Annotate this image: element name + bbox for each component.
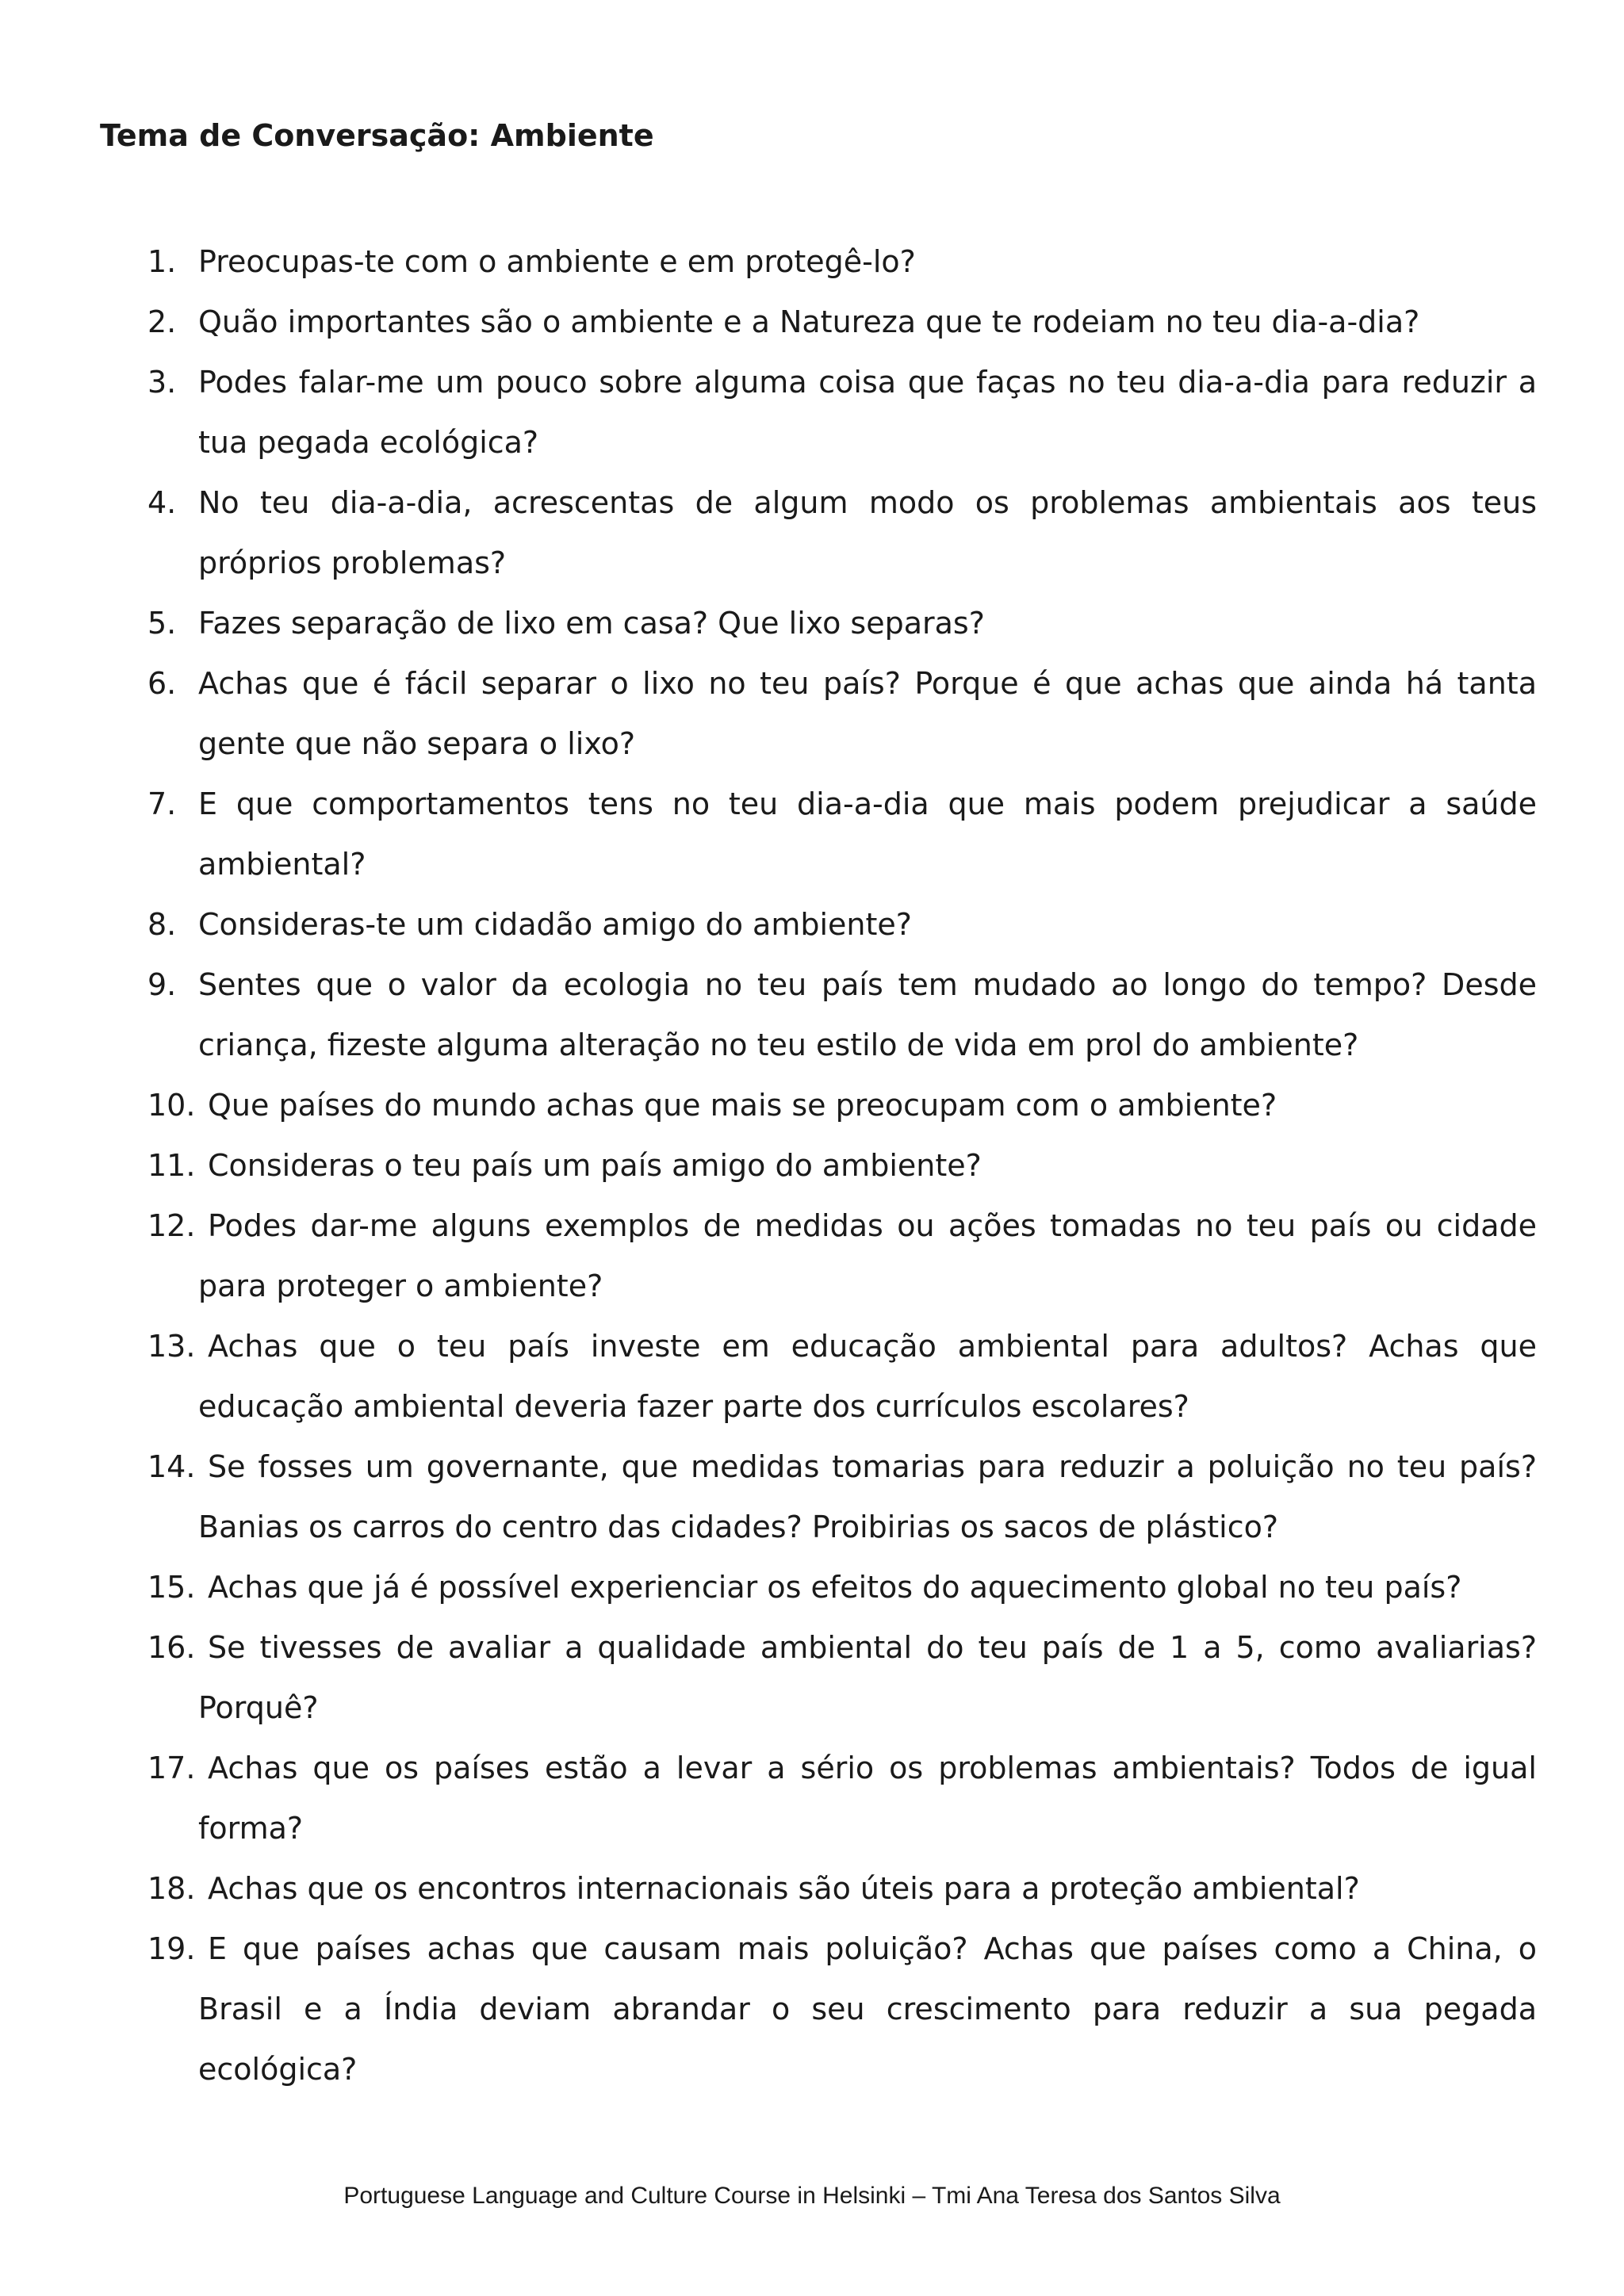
question-item	[0, 1919, 1537, 2099]
question-text: Achas que os países estão a levar a sério os problemas ambientais? Todos de igual forma?	[198, 1751, 1537, 1846]
question-number: 9.	[147, 967, 177, 1002]
question-number: 12.	[147, 1208, 196, 1243]
question-item	[0, 1858, 1537, 1919]
question-item	[0, 473, 1537, 593]
question-number: 16.	[147, 1630, 196, 1665]
page-footer: Portuguese Language and Culture Course in Helsinki – Tmi Ana Teresa dos Santos Silva	[343, 2183, 1281, 2209]
question-item	[0, 232, 1537, 292]
question-item	[0, 1437, 1537, 1557]
question-number: 10.	[147, 1088, 196, 1123]
question-text: Achas que é fácil separar o lixo no teu país? Porque é que achas que ainda há tanta gente que não separa o lixo?	[198, 666, 1537, 761]
question-text: Fazes separação de lixo em casa? Que lixo separas?	[198, 606, 985, 641]
question-number: 18.	[147, 1871, 196, 1906]
question-number: 19.	[147, 1931, 196, 1966]
question-item	[0, 653, 1537, 774]
question-text: E que comportamentos tens no teu dia-a-dia que mais podem prejudicar a saúde ambiental?	[198, 786, 1537, 882]
question-number: 4.	[147, 485, 177, 520]
question-text: Quão importantes são o ambiente e a Natureza que te rodeiam no teu dia-a-dia?	[198, 304, 1420, 339]
question-text: No teu dia-a-dia, acrescentas de algum modo os problemas ambientais aos teus próprios problemas?	[198, 485, 1537, 580]
question-item	[0, 292, 1537, 352]
question-item	[0, 1316, 1537, 1437]
question-number: 6.	[147, 666, 177, 701]
question-text: Achas que os encontros internacionais são úteis para a proteção ambiental?	[208, 1871, 1360, 1906]
question-item	[0, 1135, 1537, 1196]
question-text: Consideras o teu país um país amigo do ambiente?	[208, 1148, 982, 1183]
question-number: 17.	[147, 1751, 196, 1785]
page-title: Tema de Conversação: Ambiente	[100, 118, 654, 153]
question-text: E que países achas que causam mais poluição? Achas que países como a China, o Brasil e a Índia deviam abrandar o seu crescimento para reduzir a sua pegada ecológica?	[198, 1931, 1537, 2087]
question-item	[0, 955, 1537, 1075]
question-text: Podes falar-me um pouco sobre alguma coisa que faças no teu dia-a-dia para reduzir a tua pegada ecológica?	[198, 365, 1537, 460]
question-item	[0, 894, 1537, 955]
question-number: 15.	[147, 1570, 196, 1605]
question-number: 1.	[147, 244, 177, 279]
question-item	[0, 593, 1537, 653]
question-text: Sentes que o valor da ecologia no teu país tem mudado ao longo do tempo? Desde criança, fizeste alguma alteração no teu estilo de vida em prol do ambiente?	[198, 967, 1537, 1062]
question-number: 14.	[147, 1449, 196, 1484]
question-number: 8.	[147, 907, 177, 942]
question-list	[0, 232, 1624, 2099]
question-number: 11.	[147, 1148, 196, 1183]
question-item	[0, 1617, 1537, 1738]
question-item	[0, 1738, 1537, 1858]
question-number: 5.	[147, 606, 177, 641]
question-item	[0, 774, 1537, 894]
question-item	[0, 1196, 1537, 1316]
question-text: Podes dar-me alguns exemplos de medidas ou ações tomadas no teu país ou cidade para proteger o ambiente?	[198, 1208, 1537, 1303]
question-text: Achas que o teu país investe em educação ambiental para adultos? Achas que educação ambiental deveria fazer parte dos currículos escolares?	[198, 1329, 1537, 1424]
question-text: Achas que já é possível experienciar os efeitos do aquecimento global no teu país?	[208, 1570, 1462, 1605]
question-number: 2.	[147, 304, 177, 339]
question-item	[0, 1075, 1537, 1135]
question-number: 13.	[147, 1329, 196, 1364]
question-item	[0, 1557, 1537, 1617]
question-number: 3.	[147, 365, 177, 400]
question-text: Que países do mundo achas que mais se preocupam com o ambiente?	[208, 1088, 1277, 1123]
question-item	[0, 352, 1537, 473]
question-number: 7.	[147, 786, 177, 821]
question-text: Preocupas-te com o ambiente e em protegê-lo?	[198, 244, 916, 279]
question-text: Consideras-te um cidadão amigo do ambiente?	[198, 907, 912, 942]
question-text: Se tivesses de avaliar a qualidade ambiental do teu país de 1 a 5, como avaliarias? Porquê?	[198, 1630, 1537, 1725]
question-text: Se fosses um governante, que medidas tomarias para reduzir a poluição no teu país? Banias os carros do centro das cidades? Proibirias os sacos de plástico?	[198, 1449, 1537, 1544]
